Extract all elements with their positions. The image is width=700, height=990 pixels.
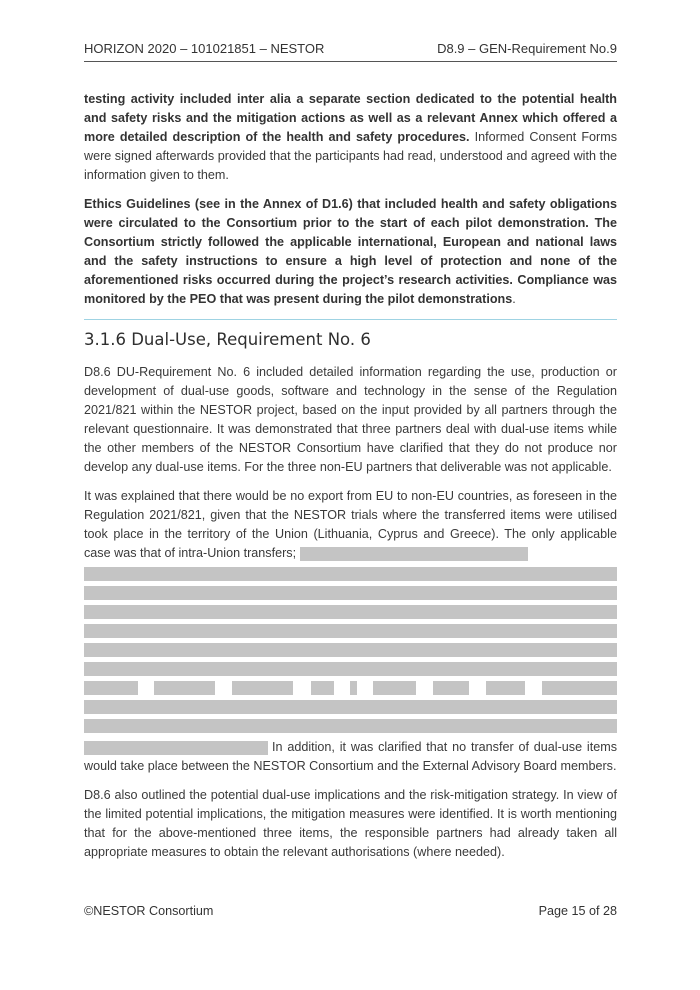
section-heading: 3.1.6 Dual-Use, Requirement No. 6	[84, 330, 371, 349]
paragraph-bold-text: testing activity included inter alia a separate section dedicated to the potential health and safety risks and the mitigation actions as well as a relevant Annex which offered a more detailed description of the health and safety procedures.	[84, 92, 617, 144]
redaction-block	[84, 662, 617, 676]
redaction-block	[84, 643, 617, 657]
paragraph-export	[84, 487, 617, 563]
redaction-block	[84, 719, 617, 733]
redaction-block	[84, 681, 617, 695]
paragraph-text: In addition, it was clarified that no transfer of dual-use items would take place between the NESTOR Consortium and the External Advisory Board members.	[84, 740, 617, 773]
paragraph-mitigation: D8.6 also outlined the potential dual-use implications and the risk-mitigation strategy. In view of the limited potential implications, the mitigation measures were identified. It is worth mentioning that for the above-mentioned three items, the responsible partners had already taken all appropriate measures to obtain the relevant authorisations (where needed).	[84, 788, 617, 859]
redacted-section	[84, 567, 617, 733]
redaction-block	[84, 700, 617, 714]
paragraph-bold-text: Ethics Guidelines (see in the Annex of D1.6) that included health and safety obligations were circulated to the Consortium prior to the start of each pilot demonstration. The Consortium strictly followed the applicable international, European and national laws and the safety instructions to ensure a high level of protection and none of the aforementioned risks occurred during the project’s research activities. Compliance was monitored by the PEO that was present during the pilot demonstrations	[84, 197, 617, 306]
redaction-block	[84, 605, 617, 619]
paragraph-health-safety	[84, 90, 617, 185]
redaction-block	[84, 586, 617, 600]
paragraph-ethics-guidelines	[84, 195, 617, 309]
header-project-id: HORIZON 2020 – 101021851 – NESTOR	[84, 41, 325, 56]
paragraph-text: .	[512, 292, 516, 306]
page-footer	[84, 904, 617, 918]
paragraph-transfer	[84, 738, 617, 776]
paragraph-text: It was explained that there would be no export from EU to non-EU countries, as foreseen in the Regulation 2021/821, given that the NESTOR trials where the transferred items were utilised took place in the territory of the Union (Lithuania, Cyprus and Greece). The only applicable case was that of intra-Union transfers;	[84, 489, 617, 560]
header-deliverable-id: D8.9 – GEN-Requirement No.9	[437, 41, 617, 56]
redaction-block	[84, 624, 617, 638]
redaction-block	[84, 741, 268, 755]
page-header	[84, 41, 617, 62]
redaction-block	[84, 567, 617, 581]
paragraph-text: Informed Consent Forms were signed afterwards provided that the participants had read, understood and agreed with the information given to them.	[84, 130, 618, 182]
section-divider	[84, 319, 617, 320]
page-body	[84, 90, 617, 872]
footer-copyright: ©NESTOR Consortium	[84, 904, 214, 918]
paragraph-du-requirement: D8.6 DU-Requirement No. 6 included detailed information regarding the use, production or development of dual-use goods, software and technology in the sense of the Regulation 2021/821 within the NESTOR project, based on the input provided by all partners through the relevant questionnaire. It was demonstrated that three partners deal with dual-use items while the other members of the NESTOR Consortium have clarified that they do not produce nor develop any dual-use items. For the three non-EU partners that deliverable was not applicable.	[84, 365, 617, 474]
redaction-block	[300, 547, 528, 561]
footer-page-number: Page 15 of 28	[538, 904, 617, 918]
